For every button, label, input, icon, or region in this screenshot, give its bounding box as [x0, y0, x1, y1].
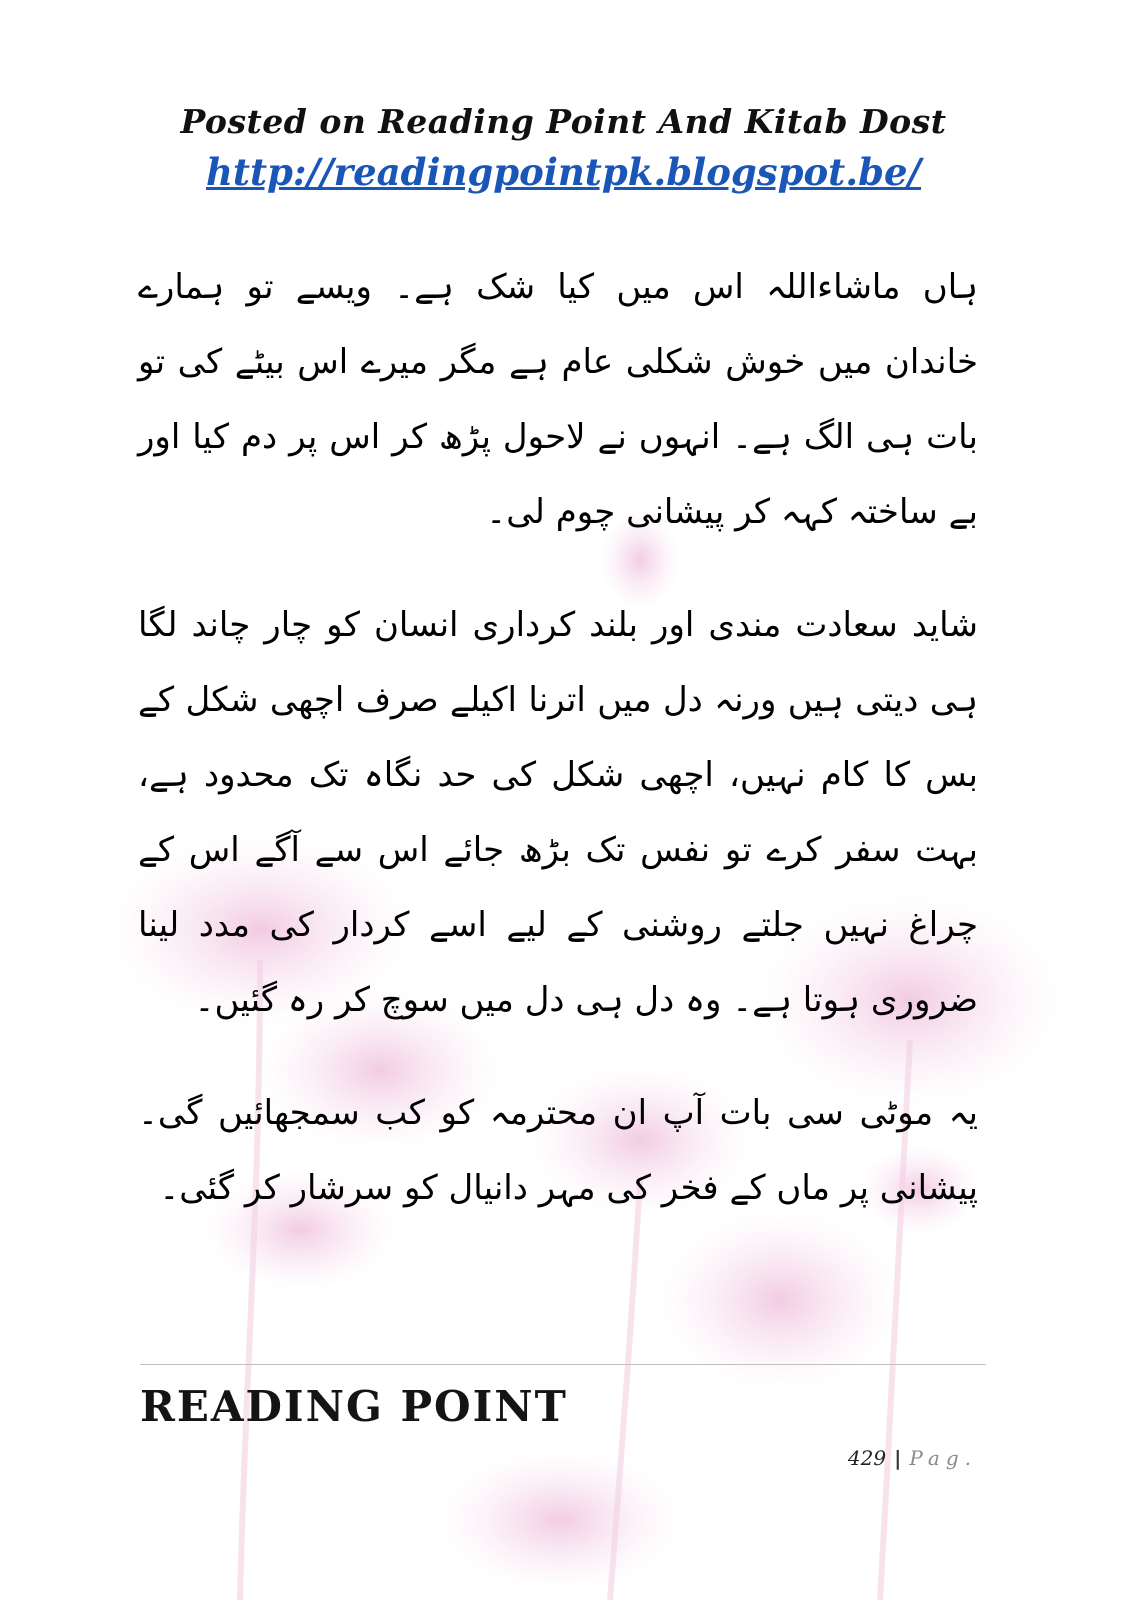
paragraph-1: ہاں ماشاءاللہ اس میں کیا شک ہے۔ ویسے تو ہمارے خاندان میں خوش شکلی عام ہے مگر میرے اس بیٹے کی تو بات ہی الگ ہے۔ انہوں نے لاحول پڑھ کر اس پر دم کیا اور بے ساختہ کہہ کر پیشانی چوم لی۔: [138, 267, 978, 532]
blog-url-link[interactable]: http://readingpointpk.blogspot.be/: [205, 150, 922, 194]
footer-divider: [140, 1364, 986, 1365]
urdu-text-body: [138, 250, 978, 1264]
reading-point-brand: READING POINT: [140, 1382, 568, 1431]
page-number: 429: [847, 1446, 887, 1470]
posted-on-line: Posted on Reading Point And Kitab Dost: [180, 102, 947, 141]
page-label: Pag.: [909, 1446, 977, 1470]
paragraph-2: شاید سعادت مندی اور بلند کرداری انسان کو چار چاند لگا ہی دیتی ہیں ورنہ دل میں اترنا اکیلے صرف اچھی شکل کے بس کا کام نہیں، اچھی شکل کی حد نگاہ تک محدود ہے، بہت سفر کرے تو نفس تک بڑھ جائے اس سے آگے اس کے چراغ نہیں جلتے روشنی کے لیے اسے کردار کی مدد لینا ضروری ہوتا ہے۔ وہ دل ہی دل میں سوچ کر رہ گئیں۔: [138, 605, 978, 1020]
paragraph-3: یہ موٹی سی بات آپ ان محترمہ کو کب سمجھائیں گی۔ پیشانی پر ماں کے فخر کی مہر دانیال کو سرشار کر گئی۔: [138, 1093, 978, 1208]
page-number-box: [848, 1446, 977, 1470]
page-header: [0, 100, 1127, 196]
page-separator: |: [894, 1446, 902, 1470]
